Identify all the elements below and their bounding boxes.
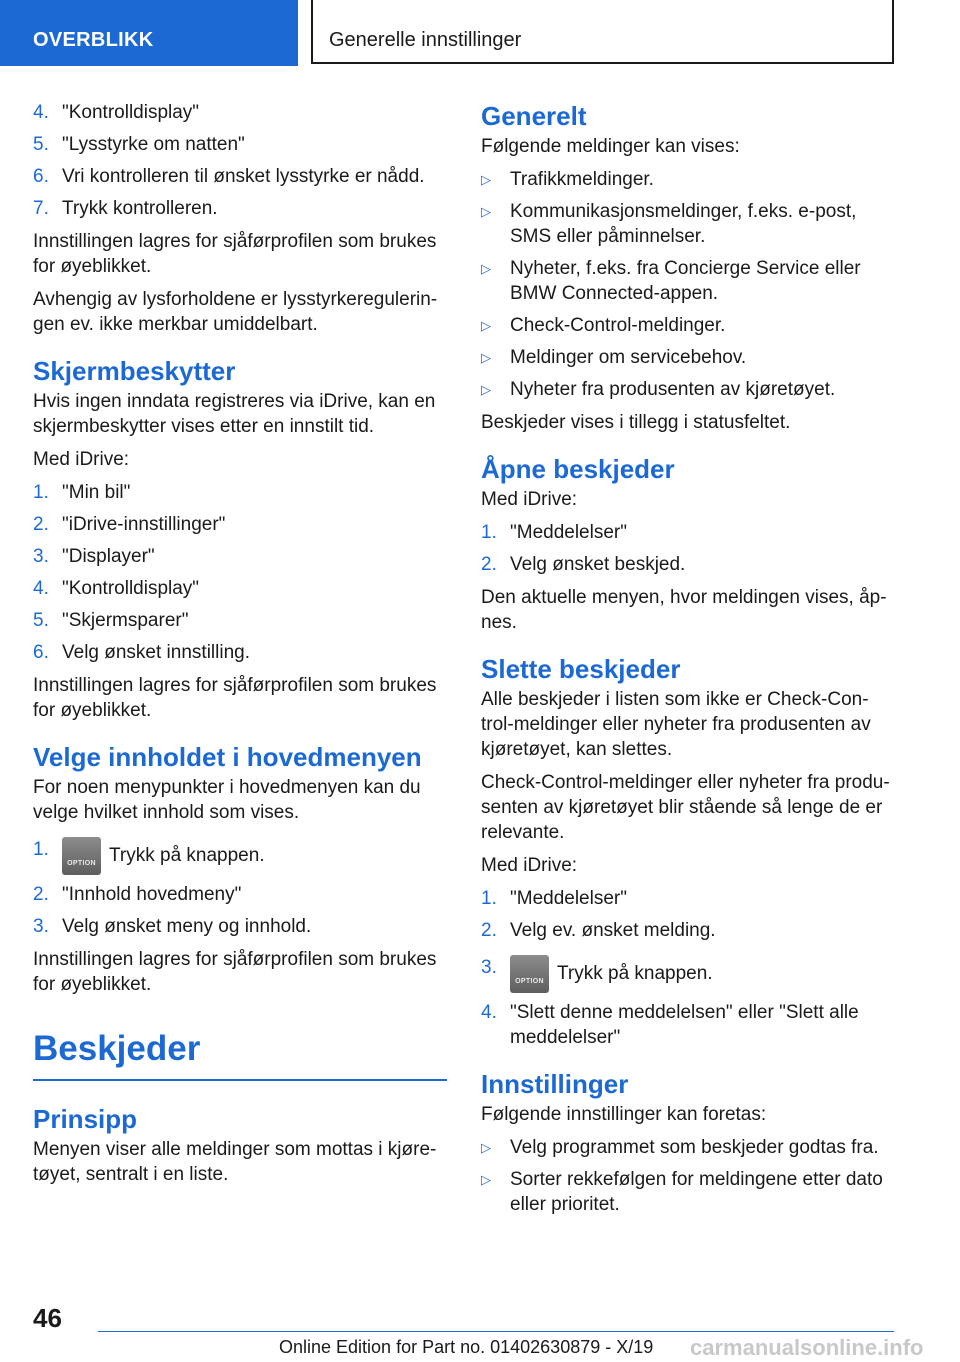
paragraph: Menyen viser alle meldinger som mottas i kjøre‐tøyet, sentralt i en liste.: [33, 1139, 437, 1185]
paragraph: Alle beskjeder i listen som ikke er Check-Con‐trol-meldinger eller nyheter fra produsenten av kjøretøyet, kan slettes.: [481, 689, 871, 760]
paragraph: Med iDrive:: [481, 855, 578, 876]
left-column: [33, 100, 447, 1195]
paragraph: For noen menypunkter i hovedmenyen kan du velge hvilket innhold som vises.: [33, 777, 421, 823]
paragraph: Innstillingen lagres for sjåførprofilen som brukes for øyeblikket.: [33, 231, 437, 277]
heading-settings: Innstillinger: [481, 1069, 629, 1099]
main-menu-steps: [33, 837, 447, 939]
paragraph: Check-Control-meldinger eller nyheter fra produ‐senten av kjøretøyet blir stående så lenge de er relevante.: [481, 772, 890, 843]
open-steps: [481, 520, 895, 577]
paragraph: Med iDrive:: [33, 449, 130, 470]
bullet-arrow-icon: ▷: [481, 204, 491, 219]
message-types-list: [481, 167, 895, 402]
list-item: 2. Velg ønsket beskjed.: [481, 554, 686, 575]
settings-list: [481, 1135, 895, 1217]
heading-delete-messages: Slette beskjeder: [481, 654, 681, 684]
paragraph: Den aktuelle menyen, hvor meldingen vises, åp‐nes.: [481, 587, 887, 633]
bullet-arrow-icon: ▷: [481, 172, 491, 187]
list-item: 3. OPTION Trykk på knappen.: [481, 955, 895, 993]
list-item: 2. Velg ev. ønsket melding.: [481, 920, 716, 941]
list-item: 6. Vri kontrolleren til ønsket lysstyrke er nådd.: [33, 166, 425, 187]
delete-steps: [481, 886, 895, 1050]
list-item: 6. Velg ønsket innstilling.: [33, 642, 250, 663]
bullet-arrow-icon: ▷: [481, 261, 491, 276]
list-item: 2. "Innhold hovedmeny": [33, 884, 242, 905]
list-item: 3. "Displayer": [33, 546, 155, 567]
list-item: ▷ Kommunikasjonsmeldinger, f.eks. e-post, SMS eller påminnelser.: [481, 201, 857, 247]
list-item: 4. "Kontrolldisplay": [33, 578, 200, 599]
option-button-icon: OPTION: [62, 837, 101, 875]
list-item: ▷ Trafikkmeldinger.: [481, 169, 654, 190]
list-item: 7. Trykk kontrolleren.: [33, 198, 218, 219]
list-item: 3. Velg ønsket meny og innhold.: [33, 916, 312, 937]
heading-main-menu: Velge innholdet i hovedmenyen: [33, 742, 422, 772]
list-item: 1. "Min bil": [33, 482, 131, 503]
list-item: 5. "Skjermsparer": [33, 610, 189, 631]
list-item: ▷ Meldinger om servicebehov.: [481, 347, 747, 368]
paragraph: Hvis ingen inndata registreres via iDrive, kan en skjermbeskytter vises etter en innstilt tid.: [33, 391, 436, 437]
paragraph: Følgende innstillinger kan foretas:: [481, 1104, 767, 1125]
paragraph: Avhengig av lysforholdene er lysstyrkeregulerin‐gen ev. ikke merkbar umiddelbart.: [33, 289, 438, 335]
footer-divider: [98, 1331, 894, 1332]
list-item: ▷ Sorter rekkefølgen for meldingene etter dato eller prioritet.: [481, 1169, 883, 1215]
brightness-steps: [33, 100, 447, 221]
list-item: ▷ Check-Control-meldinger.: [481, 315, 726, 336]
bullet-arrow-icon: ▷: [481, 1172, 491, 1187]
heading-open-messages: Åpne beskjeder: [481, 454, 675, 484]
heading-principle: Prinsipp: [33, 1104, 138, 1134]
paragraph: Innstillingen lagres for sjåførprofilen som brukes for øyeblikket.: [33, 949, 437, 995]
list-item: 4. "Slett denne meddelelsen" eller "Slett alle meddelelser": [481, 1002, 859, 1048]
chapter-title: OVERBLIKK: [33, 29, 154, 51]
list-item: 1. "Meddelelser": [481, 522, 627, 543]
bullet-arrow-icon: ▷: [481, 382, 491, 397]
list-item: ▷ Nyheter, f.eks. fra Concierge Service eller BMW Connected-appen.: [481, 258, 861, 304]
page-number: 46: [33, 1303, 62, 1333]
list-item: ▷ Velg programmet som beskjeder godtas fra.: [481, 1137, 879, 1158]
list-item: 5. "Lysstyrke om natten": [33, 134, 245, 155]
option-button-icon: OPTION: [510, 955, 549, 993]
heading-general: Generelt: [481, 101, 587, 131]
paragraph: Beskjeder vises i tillegg i statusfeltet.: [481, 412, 791, 433]
list-item: 4. "Kontrolldisplay": [33, 102, 200, 123]
bullet-arrow-icon: ▷: [481, 1140, 491, 1155]
right-column: [481, 100, 895, 1225]
watermark: carmanualsonline.info: [690, 1335, 924, 1360]
list-item: ▷ Nyheter fra produsenten av kjøretøyet.: [481, 379, 836, 400]
section-tab: [311, 0, 894, 64]
list-item: 1. OPTION Trykk på knappen.: [33, 837, 447, 875]
list-item: 1. "Meddelelser": [481, 888, 627, 909]
bullet-arrow-icon: ▷: [481, 350, 491, 365]
bullet-arrow-icon: ▷: [481, 318, 491, 333]
paragraph: Innstillingen lagres for sjåførprofilen som brukes for øyeblikket.: [33, 675, 437, 721]
paragraph: Med iDrive:: [481, 489, 578, 510]
heading-screensaver: Skjermbeskytter: [33, 356, 236, 386]
screensaver-steps: [33, 480, 447, 665]
list-item: 2. "iDrive-innstillinger": [33, 514, 226, 535]
paragraph: Følgende meldinger kan vises:: [481, 136, 740, 157]
footer-edition: Online Edition for Part no. 01402630879 - X/19: [279, 1337, 654, 1357]
section-title: Generelle innstillinger: [329, 29, 522, 51]
chapter-header: [0, 0, 298, 66]
heading-messages: Beskjeder: [33, 1027, 447, 1081]
